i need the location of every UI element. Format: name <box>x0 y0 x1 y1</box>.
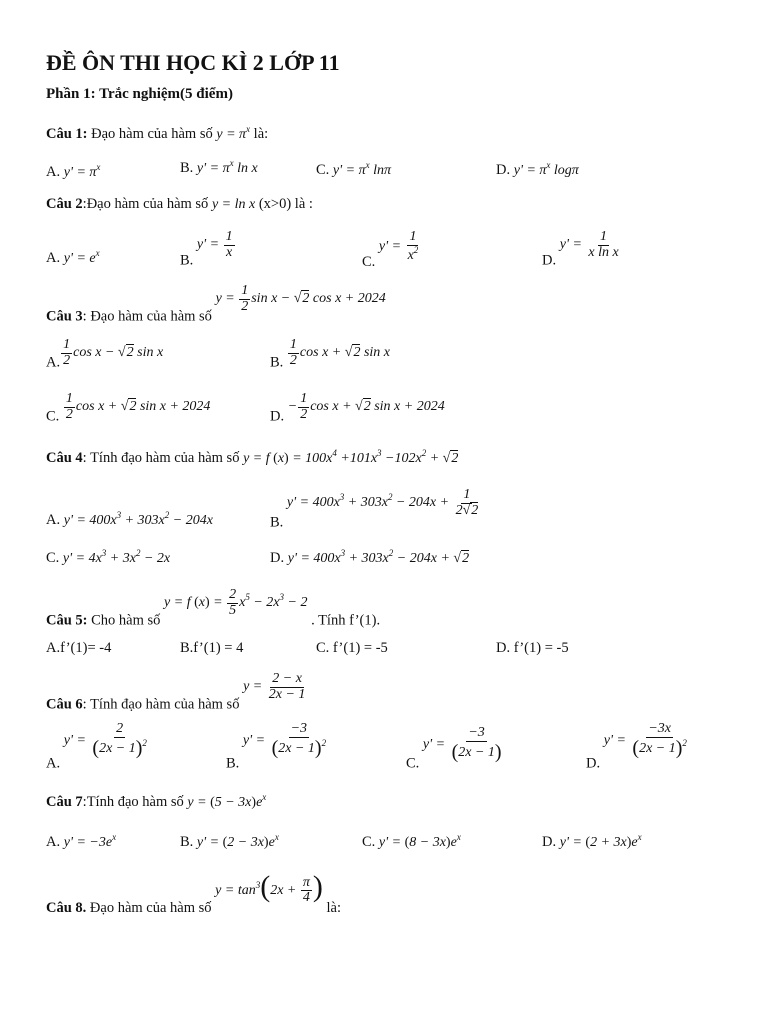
option-label: B. <box>270 354 284 371</box>
option-d[interactable] <box>270 548 469 567</box>
option-label: A. <box>46 755 61 772</box>
option-label: B. <box>270 514 284 531</box>
option-label: C. <box>406 755 420 772</box>
formula: $y' = 4x^3 + 3x^2 - 2x$ <box>62 548 171 566</box>
option-label: A. <box>46 164 61 180</box>
formula: $y = (5 - 3x)e^x$ <box>187 792 267 810</box>
question-text: Đạo hàm của hàm số <box>89 900 212 916</box>
option-label: A. <box>46 354 61 371</box>
part-heading: Phần 1: Trắc nghiệm(5 điểm) <box>46 86 233 102</box>
formula: $y' = \pi^x$ ln x <box>196 158 258 176</box>
option-c[interactable] <box>362 832 461 851</box>
question-text: Cho hàm số <box>91 612 161 629</box>
option-label: B. <box>180 252 194 269</box>
option-a[interactable] <box>46 722 150 773</box>
question-8 <box>46 870 341 917</box>
formula: y' = $\frac{1}{\text{x ln x}}$ <box>559 229 619 260</box>
option-label: C. <box>362 834 376 850</box>
formula: y = f (x) = $\frac{2}{5}$ $x^5 - 2x^3 - 2$ <box>164 587 308 618</box>
option-label: A. <box>46 250 61 266</box>
question-7 <box>46 792 266 811</box>
option-label: C. <box>316 162 330 178</box>
page-title: ĐỀ ÔN THI HỌC KÌ 2 LỚP 11 <box>46 50 340 75</box>
formula: y' = $\frac{1}{x^2}$ <box>378 229 419 263</box>
option-b[interactable]: B.f’(1) = 4 <box>180 640 244 656</box>
formula: $y' = \pi^x$ lnπ <box>332 160 391 178</box>
formula: $y' = 400x^3 + 303x^2 - 204x + √2$ <box>287 548 470 566</box>
question-condition: (x>0) là : <box>258 196 313 212</box>
question-3 <box>46 284 386 325</box>
question-5 <box>46 588 380 629</box>
option-a[interactable] <box>46 510 213 529</box>
formula: y' = $\frac{-3x}{(2x - 1)^2}$ <box>603 721 687 759</box>
option-d[interactable] <box>586 722 690 773</box>
formula: $y' = 400x^3 + 303x^2 - 204x$ + $\frac{1}{2√2}$ <box>286 487 479 518</box>
formula: $y' = \pi^x$ logπ <box>513 160 579 178</box>
option-label: B. <box>180 160 194 176</box>
formula: $y = \tan^3(2x$ + $\frac{\pi}{4}$ ) <box>215 870 323 906</box>
formula: − $\frac{1}{2}$ cos x + √2 sin x + 2024 <box>287 391 445 422</box>
formula: y' = $\frac{2}{(2x - 1)^2}$ <box>63 721 147 759</box>
option-label: A. <box>46 834 61 850</box>
option-b[interactable] <box>270 338 390 371</box>
question-label: Câu 3 <box>46 308 83 325</box>
option-c[interactable] <box>406 726 505 773</box>
formula: y = $\frac{2 - x}{2x - 1}$ <box>243 671 306 702</box>
formula: $y' = -3e^x$ <box>63 832 117 850</box>
option-a[interactable]: A.f’(1)= -4 <box>46 640 112 656</box>
option-c[interactable] <box>46 548 170 567</box>
option-label: C. <box>46 550 60 566</box>
option-b[interactable] <box>180 158 258 177</box>
formula: $y' = \pi^x$ <box>63 162 101 180</box>
option-label: B. <box>226 755 240 772</box>
option-label: D. <box>270 408 285 425</box>
formula: $y' = (2 - 3x)e^x$ <box>196 832 279 850</box>
question-1 <box>46 124 268 143</box>
formula: $y' = 400x^3 + 303x^2 - 204x$ <box>63 510 213 528</box>
option-label: D. <box>270 550 285 566</box>
question-label: Câu 7 <box>46 794 83 810</box>
formula: $y' = (2 + 3x)e^x$ <box>559 832 642 850</box>
question-text: Đạo hàm của hàm số <box>91 126 213 142</box>
question-text: : Tính đạo hàm của hàm số <box>82 450 240 466</box>
formula: $y = \pi^x$ <box>216 124 251 142</box>
question-label: Câu 6 <box>46 696 83 713</box>
option-a[interactable] <box>46 338 163 371</box>
option-a[interactable] <box>46 832 116 851</box>
question-label: Câu 1: <box>46 126 88 142</box>
formula: $y' = e^x$ <box>63 248 100 266</box>
option-b[interactable] <box>180 230 236 269</box>
option-c[interactable] <box>316 160 391 179</box>
option-d[interactable] <box>270 392 445 425</box>
question-after: là: <box>326 900 342 916</box>
question-text: :Đạo hàm của hàm số <box>82 196 209 212</box>
option-label: D. <box>542 834 557 850</box>
option-a[interactable] <box>46 162 100 181</box>
option-label: D. <box>586 755 601 772</box>
question-label: Câu 4 <box>46 450 83 466</box>
formula: y' = $\frac{1}{x}$ <box>196 229 233 260</box>
question-text: : Đạo hàm của hàm số <box>82 308 212 325</box>
option-c[interactable] <box>46 392 210 425</box>
option-label: B. <box>180 834 194 850</box>
option-d[interactable] <box>542 230 622 269</box>
question-6 <box>46 672 308 713</box>
formula: $\frac{1}{2}$ cos x − √2 sin x <box>63 337 164 368</box>
question-after: là: <box>253 126 269 142</box>
option-label: C. <box>362 253 376 270</box>
formula: y' = $\frac{-3}{(2x - 1)}$ <box>422 725 502 763</box>
question-4 <box>46 448 458 467</box>
formula: y = f $(x) = 100x^4 +101x^3 -102x^2 + √2$ <box>243 448 459 466</box>
question-text: :Tính đạo hàm số <box>82 794 184 810</box>
option-label: D. <box>542 252 557 269</box>
option-c[interactable]: C. f’(1) = -5 <box>316 640 388 656</box>
option-b[interactable] <box>226 722 329 773</box>
formula: y' = $\frac{-3}{(2x - 1)^2}$ <box>242 721 327 759</box>
formula: y = ln x <box>211 197 256 212</box>
question-2 <box>46 196 313 213</box>
option-b[interactable] <box>270 488 481 531</box>
option-d[interactable] <box>542 832 642 851</box>
option-d[interactable]: D. f’(1) = -5 <box>496 640 569 656</box>
question-label: Câu 2 <box>46 196 83 212</box>
option-label: C. <box>46 408 60 425</box>
question-after: . Tính f’(1). <box>311 612 381 629</box>
option-b[interactable] <box>180 832 279 851</box>
question-label: Câu 5: <box>46 612 88 629</box>
formula: $\frac{1}{2}$ cos x + √2 sin x <box>289 337 390 368</box>
question-text: : Tính đạo hàm của hàm số <box>82 696 240 713</box>
formula: $y' = (8 - 3x)e^x$ <box>378 832 461 850</box>
option-label: A. <box>46 512 61 528</box>
formula: $\frac{1}{2}$ cos x + √2 sin x + 2024 <box>65 391 211 422</box>
formula: y = $\frac{1}{2}$ sin x − √2 cos x + 2024 <box>215 283 386 314</box>
option-d[interactable] <box>496 160 579 179</box>
option-a[interactable] <box>46 248 100 267</box>
option-c[interactable] <box>362 230 421 271</box>
question-label: Câu 8. <box>46 900 87 916</box>
option-label: D. <box>496 162 511 178</box>
